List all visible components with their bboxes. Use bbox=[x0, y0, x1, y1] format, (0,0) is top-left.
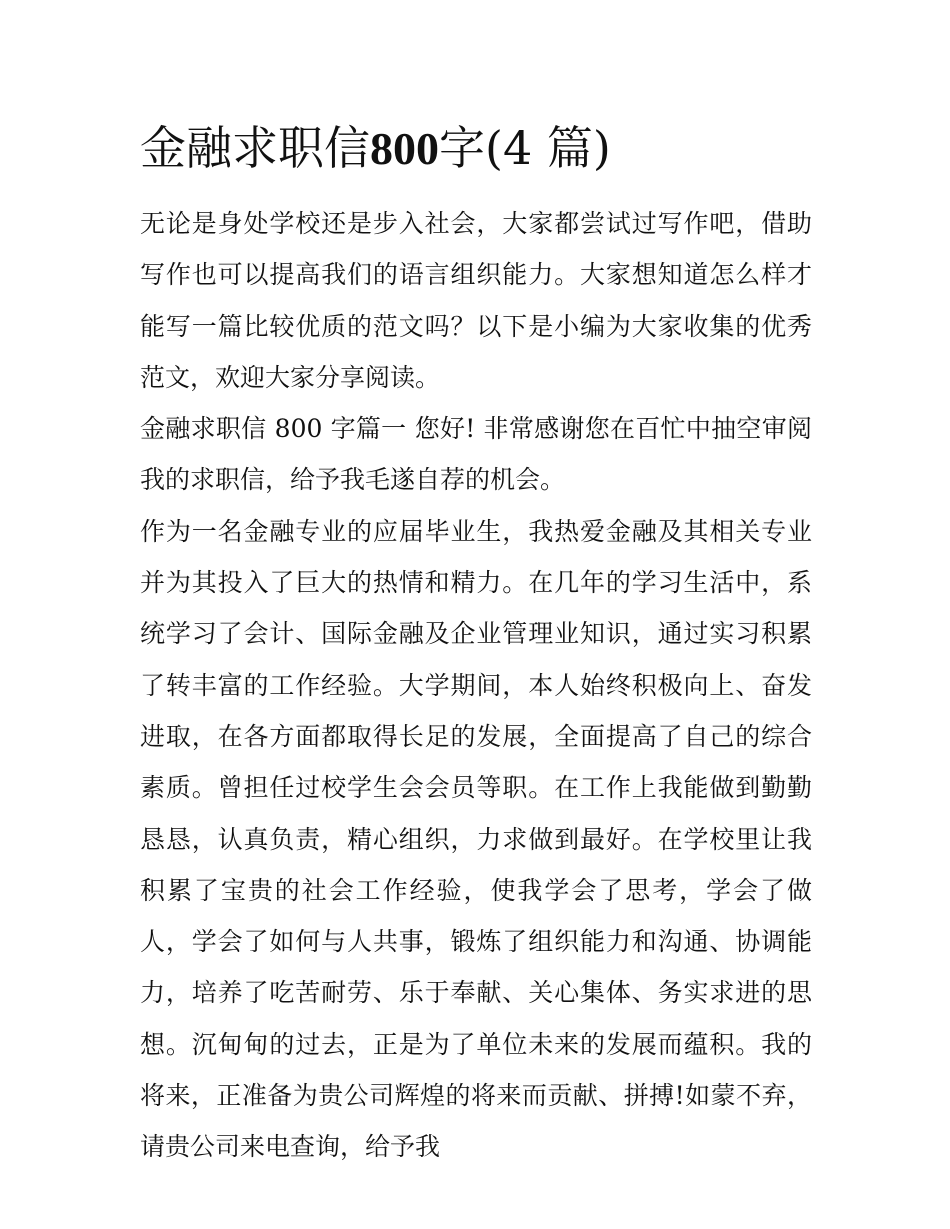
title-prefix: 金融求职信 bbox=[140, 121, 370, 175]
title-suffix: 字(4 篇) bbox=[439, 121, 611, 175]
intro-paragraph: 无论是身处学校还是步入社会，大家都尝试过写作吧，借助写作也可以提高我们的语言组织能力。大家想知道怎么样才能写一篇比较优质的范文吗？以下是小编为大家收集的优秀范文，欢迎大家分享阅读。 bbox=[140, 209, 812, 392]
letter-opening-paragraph: 金融求职信 800 字篇一 您好! 非常感谢您在百忙中抽空审阅我的求职信，给予我毛遂自荐的机会。 bbox=[140, 414, 812, 495]
document-body bbox=[140, 198, 812, 1173]
title-number: 800 bbox=[370, 123, 439, 174]
document-title bbox=[140, 116, 840, 181]
letter-body-paragraph: 作为一名金融专业的应届毕业生，我热爱金融及其相关专业并为其投入了巨大的热情和精力。在几年的学习生活中，系统学习了会计、国际金融及企业管理业知识，通过实习积累了转丰富的工作经验。大学期间，本人始终积极向上、奋发进取，在各方面都取得长足的发展，全面提高了自己的综合素质。曾担任过校学生会会员等职。在工作上我能做到勤勤恳恳，认真负责，精心组织，力求做到最好。在学校里让我积累了宝贵的社会工作经验，使我学会了思考，学会了做人，学会了如何与人共事，锻炼了组织能力和沟通、协调能力，培养了吃苦耐劳、乐于奉献、关心集体、务实求进的思想。沉甸甸的过去，正是为了单位未来的发展而蕴积。我的将来，正准备为贵公司辉煌的将来而贡献、拼搏!如蒙不弃，请贵公司来电查询，给予我 bbox=[140, 516, 812, 1162]
